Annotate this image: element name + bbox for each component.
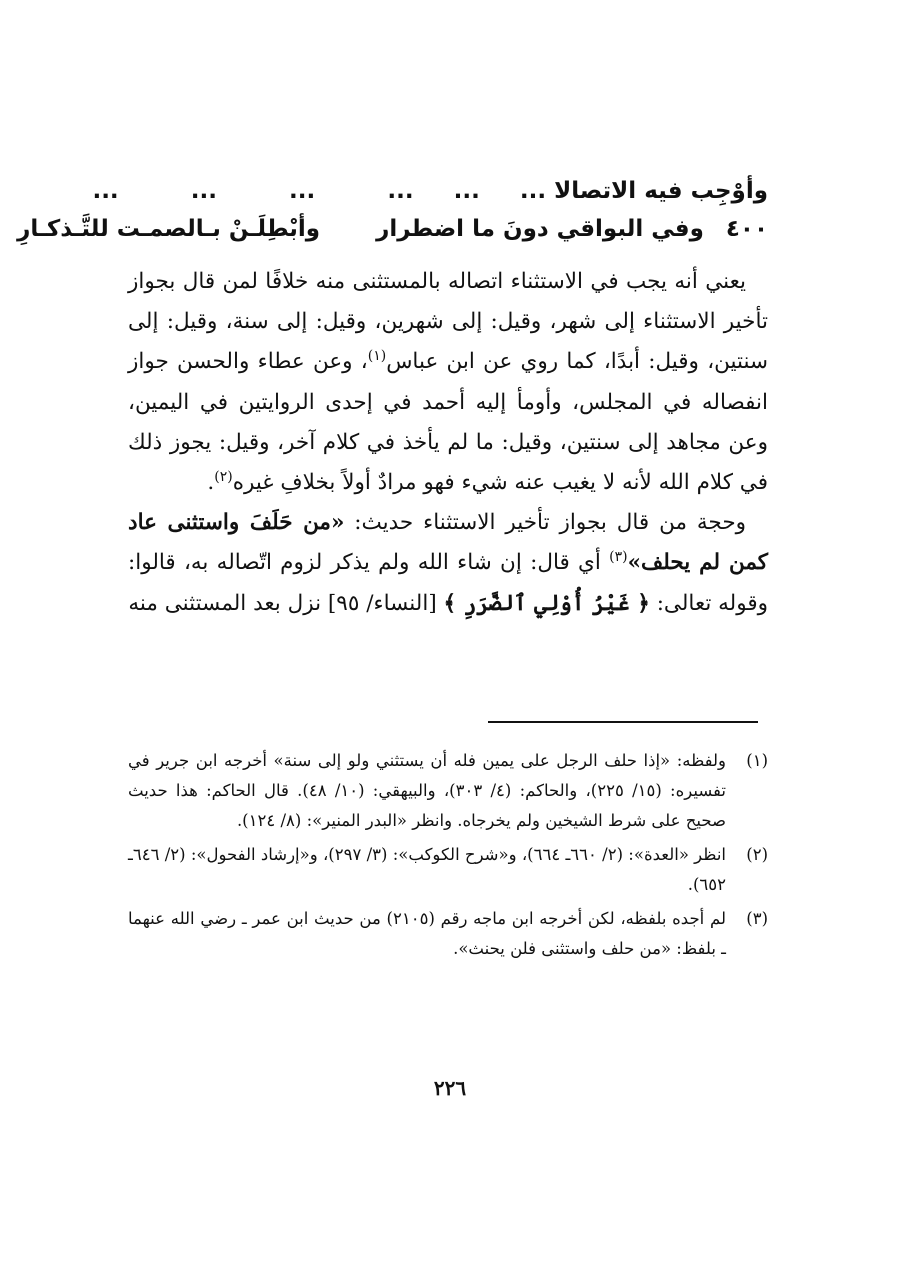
- commentary-body: [128, 262, 768, 624]
- footnote-number: (١): [746, 751, 768, 770]
- footnote-text: انظر «العدة»: (٢/ ٦٦٠ـ ٦٦٤)، و«شرح الكوكب»: (٣/ ٢٩٧)، و«إرشاد الفحول»: (٢/ ٦٤٦ـ ٦٥٢).: [128, 845, 726, 894]
- footnote-1: [128, 746, 768, 836]
- footnote-number: (٣): [746, 909, 768, 928]
- footnotes: [128, 746, 768, 968]
- footnote-divider: [488, 721, 758, 723]
- footnote-2: [128, 840, 768, 900]
- footnote-number: (٢): [746, 845, 768, 864]
- verse-hemistich-1: وفي البواقي دونَ ما اضطرار: [376, 216, 704, 242]
- footnote-3: [128, 904, 768, 964]
- commentary-paragraph-2: وحجة من قال بجواز تأخير الاستثناء حديث: «من حَلَفَ واستثنى عاد كمن لم يحلف»$^{(٣)}$ أي قال: إن شاء الله ولم يذكر لزوم اتّصاله به، قالوا: وقوله تعالى: ﴿ غَيْرُ أُوْلِي ٱلضَّرَرِ ﴾ [النساء/ ٩٥] نزل بعد المستثنى منه: [128, 510, 768, 616]
- footnote-text: ولفظه: «إذا حلف الرجل على يمين فله أن يستثني ولو إلى سنة» أخرجه ابن جرير في تفسيره: (١٥/ ٢٢٥)، والحاكم: (٤/ ٣٠٣)، والبيهقي: (١٠/ ٤٨). قال الحاكم: هذا حديث صحيح على شرط الشيخين ولم يخرجاه. وانظر «البدر المنير»: (٨/ ١٢٤).: [128, 751, 726, 830]
- hadith-quote: «من حَلَفَ واستثنى عاد كمن لم يحلف»: [128, 510, 768, 576]
- verse-dots: ... ... ... ... ... ...: [92, 178, 547, 204]
- verse-line-2: [17, 216, 768, 242]
- footnote-ref-2[interactable]: (٢): [214, 468, 233, 485]
- quran-quote: ﴿ غَيْرُ أُوْلِي ٱلضَّرَرِ ﴾: [443, 590, 650, 616]
- verse-number: ٤٠٠: [725, 216, 768, 242]
- verse-hemistich-2: وأبْطِلَـنْ بـالصمـت للتَّـذكـارِ: [17, 216, 321, 242]
- verse-line1-text: وأوْجِب فيه الاتصالا: [554, 178, 768, 204]
- footnote-ref-3[interactable]: (٣): [609, 549, 628, 566]
- commentary-paragraph-1: يعني أنه يجب في الاستثناء اتصاله بالمستثنى منه خلافًا لمن قال بجواز تأخير الاستثناء إلى شهر، وقيل: إلى شهرين، وقيل: إلى سنة، وقيل: إلى سنتين، وقيل: أبدًا، كما روي عن ابن عباس$^{(١)}$، وعن عطاء والحسن جواز انفصاله في المجلس، وأومأ إليه أحمد في إحدى الروايتين في اليمين، وعن مجاهد إلى سنتين، وقيل: ما لم يأخذ في كلام آخر، وقيل: يجوز ذلك في كلام الله لأنه لا يغيب عنه شيء فهو مرادٌ أولاً بخلافِ غيره$^{(٢)}$.: [128, 269, 768, 496]
- footnote-text: لم أجده بلفظه، لكن أخرجه ابن ماجه رقم (٢١٠٥) من حديث ابن عمر ـ رضي الله عنهما ـ بلفظ: «من حلف واستثنى فلن يحنث».: [128, 909, 726, 958]
- verse-line-1: [92, 178, 768, 204]
- footnote-ref-1[interactable]: (١): [367, 348, 387, 365]
- page-number: ٢٢٦: [433, 1076, 467, 1100]
